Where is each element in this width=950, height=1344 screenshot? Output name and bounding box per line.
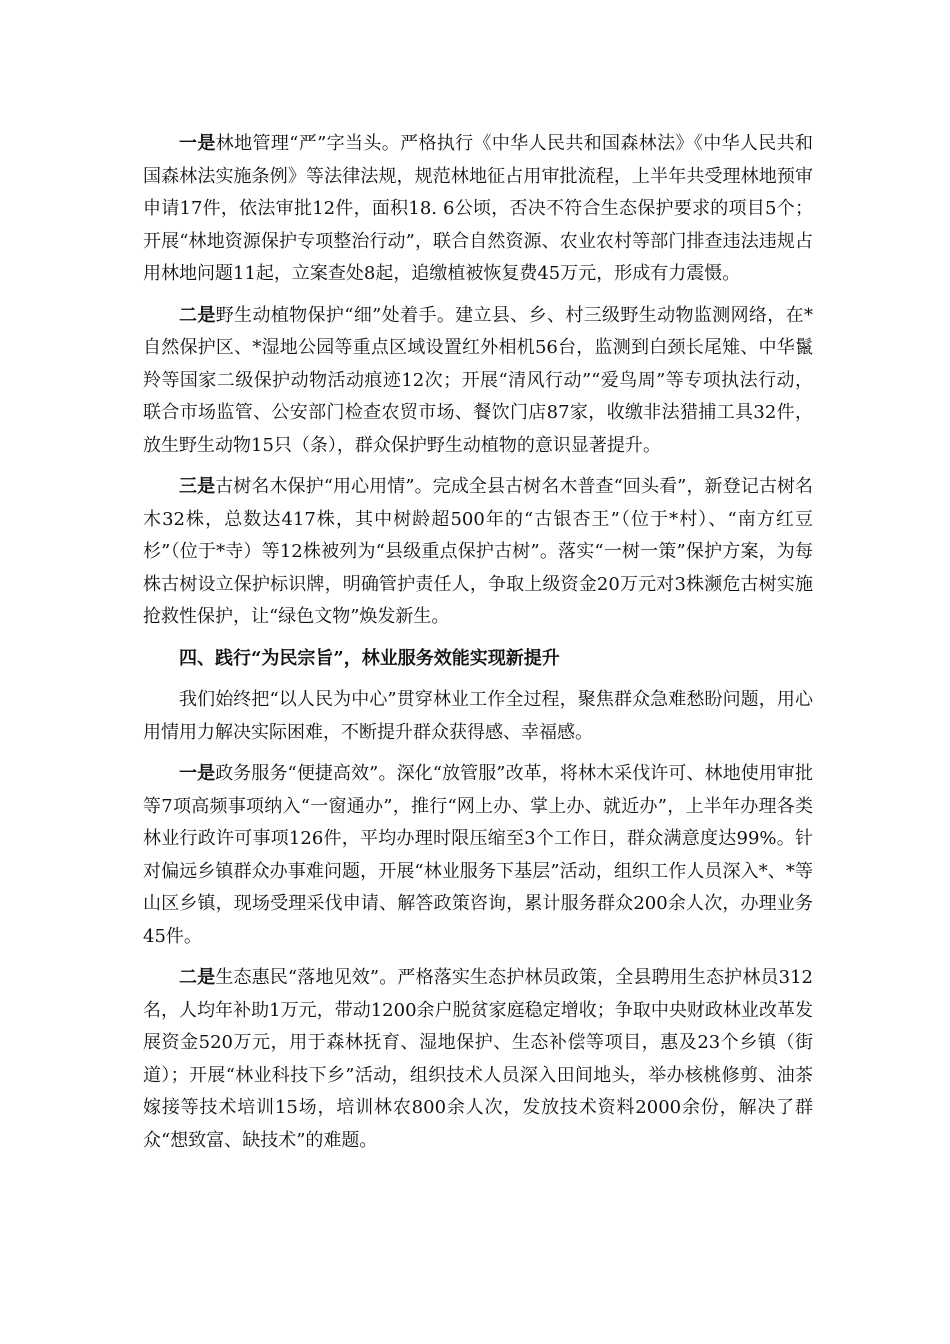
paragraph-forest-land — [143, 128, 813, 291]
paragraph-text: 生态惠民“落地见效”。严格落实生态护林员政策，全县聘用生态护林员312名，人均年补助1万元，带动1200余户脱贫家庭稳定增收；争取中央财政林业改革发展资金520万元，用于森林抚育、湿地保护、生态补偿等项目，惠及23个乡镇（街道）；开展“林业科技下乡”活动，组织技术人员深入田间地头，举办核桃修剪、油茶嫁接等技术培训15场，培训林农800余人次，发放技术资料2000余份，解决了群众“想致富、缺技术”的难题。 — [143, 967, 813, 1151]
paragraph-lead: 二是 — [179, 304, 216, 326]
section-intro: 我们始终把“以人民为中心”贯穿林业工作全过程，聚焦群众急难愁盼问题，用心用情用力解决实际困难，不断提升群众获得感、幸福感。 — [143, 689, 813, 743]
paragraph-text: 野生动植物保护“细”处着手。建立县、乡、村三级野生动物监测网络，在*自然保护区、*湿地公园等重点区域设置红外相机56台，监测到白颈长尾雉、中华鬣羚等国家二级保护动物活动痕迹12次；开展“清风行动”“爱鸟周”等专项执法行动，联合市场监管、公安部门检查农贸市场、餐饮门店87家，收缴非法猎捕工具32件，放生野生动物15只（条），群众保护野生动植物的意识显著提升。 — [143, 304, 814, 456]
document-body — [143, 128, 813, 1166]
paragraph-text: 政务服务“便捷高效”。深化“放管服”改革，将林木采伐许可、林地使用审批等7项高频事项纳入“一窗通办”，推行“网上办、掌上办、就近办”，上半年办理各类林业行政许可事项126件，平均办理时限压缩至3个工作日，群众满意度达99%。针对偏远乡镇群众办事难问题，开展“林业服务下基层”活动，组织工作人员深入*、*等山区乡镇，现场受理采伐申请、解答政策咨询，累计服务群众200余人次，办理业务45件。 — [143, 763, 814, 947]
paragraph-lead: 三是 — [179, 476, 216, 497]
paragraph-wildlife — [143, 300, 813, 463]
paragraph-ancient-trees — [143, 471, 813, 634]
paragraph-lead: 一是 — [179, 133, 216, 154]
section-heading: 四、践行“为民宗旨”，林业服务效能实现新提升 — [179, 647, 560, 669]
paragraph-text: 古树名木保护“用心用情”。完成全县古树名木普查“回头看”，新登记古树名木32株，总数达417株，其中树龄超500年的“古银杏王”（位于*村）、“南方红豆杉”（位于*寺）等12株被列为“县级重点保护古树”。落实“一树一策”保护方案，为每株古树设立保护标识牌，明确管护责任人，争取上级资金20万元对3株濒危古树实施抢救性保护，让“绿色文物”焕发新生。 — [143, 476, 814, 627]
paragraph-ecological-benefit — [143, 962, 813, 1157]
paragraph-government-service — [143, 758, 813, 953]
paragraph-lead: 一是 — [179, 763, 216, 784]
paragraph-lead: 二是 — [179, 967, 216, 988]
paragraph-text: 林地管理“严”字当头。严格执行《中华人民共和国森林法》《中华人民共和国森林法实施条例》等法律法规，规范林地征占用审批流程，上半年共受理林地预审申请17件，依法审批12件，面积18. 6公顷，否决不符合生态保护要求的项目5个；开展“林地资源保护专项整治行动”，联合自然资源、农业农村等部门排查违法违规占用林地问题11起，立案查处8起，追缴植被恢复费45万元，形成有力震慑。 — [143, 133, 814, 284]
